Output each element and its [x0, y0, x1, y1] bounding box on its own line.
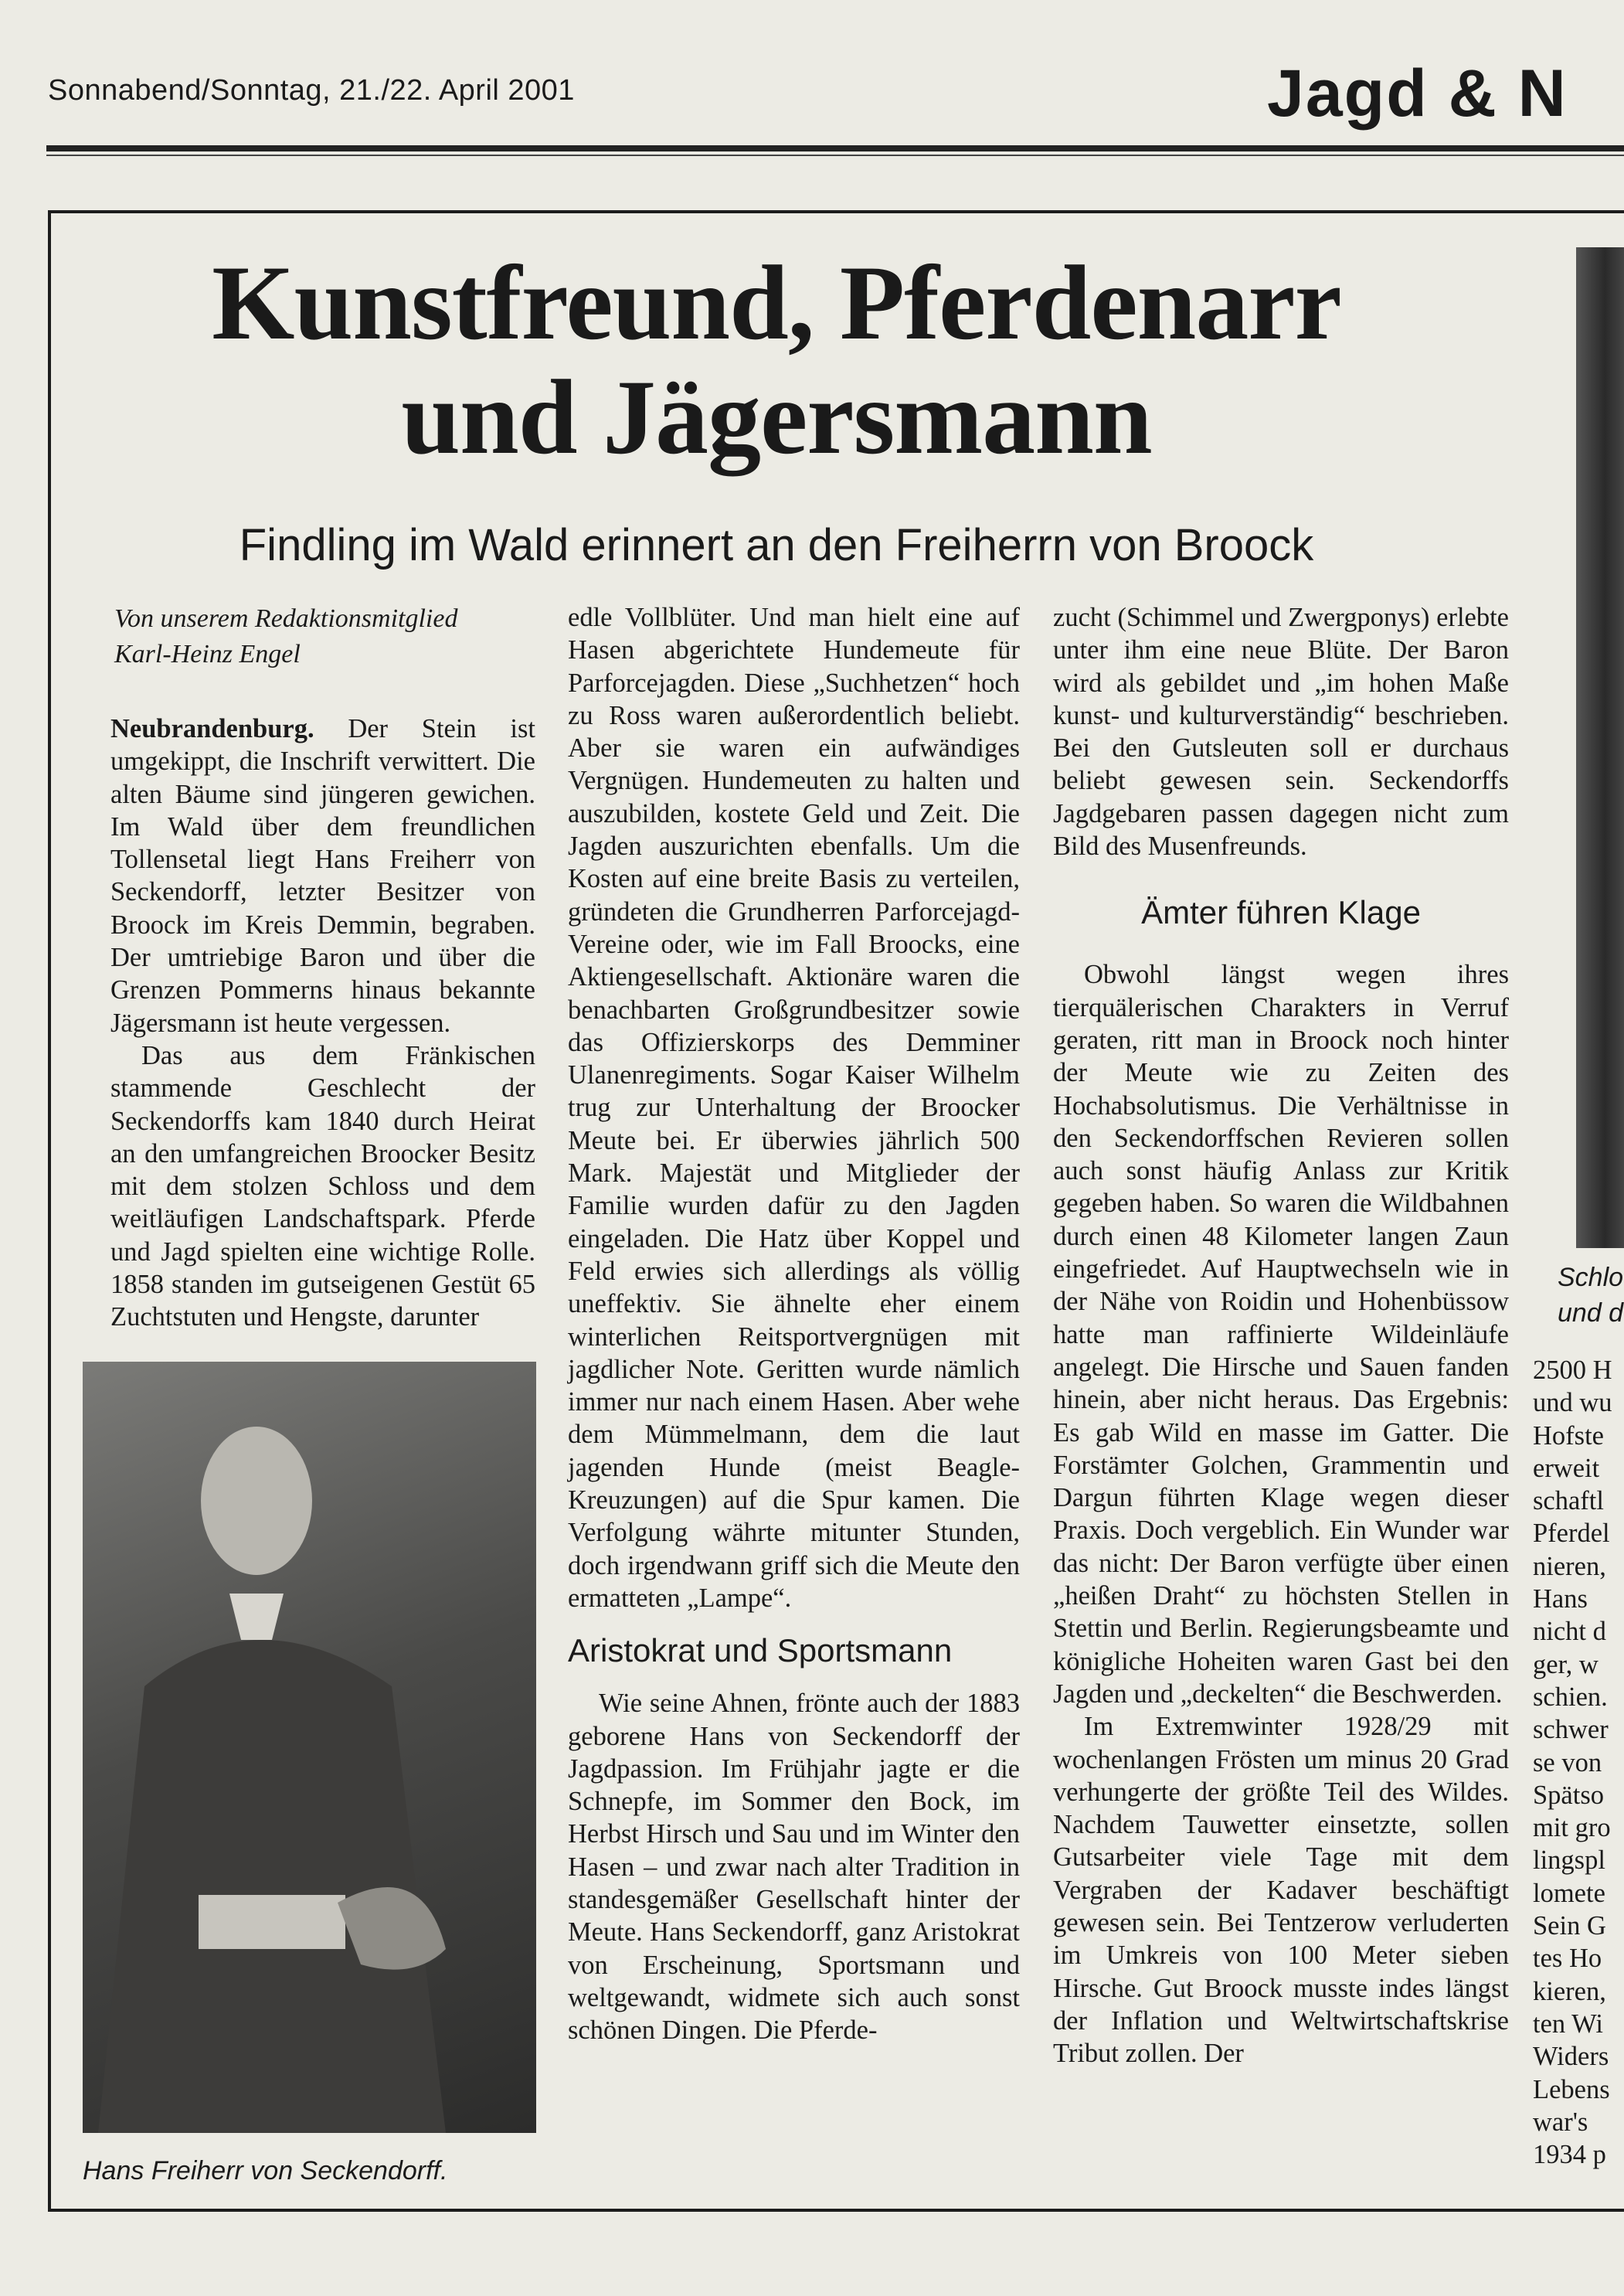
column-4-line: war's: [1533, 2107, 1588, 2137]
column-4-line: schien.: [1533, 1682, 1608, 1712]
castle-photo-caption: [1558, 1260, 1624, 1331]
section-title: Jagd & N: [1267, 56, 1568, 131]
column-4-line: nicht d: [1533, 1617, 1606, 1647]
column-4-line: Hofste: [1533, 1420, 1604, 1451]
headline: [54, 243, 1499, 476]
column-4-line: mit gro: [1533, 1813, 1611, 1843]
column-4-line: Spätso: [1533, 1780, 1605, 1810]
column-4-line: 2500 H: [1533, 1355, 1612, 1385]
column-4-line: Lebens: [1533, 2074, 1610, 2104]
paragraph: Das aus dem Fränkischen stammende Geschlecht der Seckendorffs kam 1840 durch Heirat an den umfangreichen Broocker Besitz mit dem stolzen Schloss und dem weitläufigen Landschaftspark. Pferde und Jagd spielten eine wichtige Rolle. 1858 standen im gutseigenen Gestüt 65 Zuchtstuten und Hengste, darunter: [110, 1040, 535, 1332]
byline: [114, 601, 547, 672]
column-4-line: und wu: [1533, 1388, 1612, 1418]
column-4-line: lingspl: [1533, 1845, 1605, 1876]
column-4-line: se von: [1533, 1747, 1602, 1777]
header-rule-thin: [46, 155, 1624, 156]
paragraph: edle Vollblüter. Und man hielt eine auf Hasen abgerichtete Hundemeute für Parforcejagden. Diese „Suchhetzen“ hoch zu Ross waren außerordentlich beliebt. Aber sie waren ein aufwändiges Vergnügen. Hundemeuten zu halten und auszubilden, kostete Geld und Zeit. Die Jagden auszurichten ebenfalls. Um die Kosten auf eine breite Basis zu verteilen, gründeten die Grundherren Parforcejagd-Vereine oder, wie im Fall Broocks, eine Aktiengesellschaft. Aktionäre waren die benachbarten Großgrundbesitzer sowie das Offizierskorps des Demminer Ulanenregiments. Sogar Kaiser Wilhelm trug zur Unterhaltung der Broocker Meute bei. Er überwies jährlich 500 Mark. Majestät und Mitglieder der Familie wurden dafür zu den Jagden eingeladen. Die Hatz über Koppel und Feld erwies sich allerdings als völlig uneffektiv. Sie ähnelte eher einem winterlichen Reitsportvergnügen mit jagdlicher Note. Geritten wurde nämlich immer nur nach einem Hasen. Aber wehe dem Mümmelmann, dem die laut jagenden Hunde (meist Beagle-Kreuzungen) auf die Spur kamen. Die Verfolgung währte mitunter Stunden, doch irgendwann griff sich die Meute den ermatteten „Lampe“.: [568, 603, 1020, 1613]
column-4-line: 1934 p: [1533, 2140, 1606, 2170]
portrait-photo: [83, 1362, 536, 2133]
castle-photo-edge: [1576, 247, 1624, 1248]
column-4-line: erweit: [1533, 1453, 1600, 1483]
column-4-line: Pferdel: [1533, 1519, 1610, 1549]
column-4-cut: [1533, 1354, 1624, 2171]
section-subheading: Ämter führen Klage: [1141, 894, 1421, 931]
headline-line-1: Kunstfreund, Pferdenarr: [212, 243, 1341, 362]
caption-line: und d: [1558, 1298, 1624, 1328]
column-4-line: Hans: [1533, 1584, 1588, 1614]
column-4-line: ten Wi: [1533, 2009, 1603, 2039]
column-4-line: ger, w: [1533, 1649, 1599, 1679]
caption-line: Schlo: [1558, 1263, 1624, 1292]
subheadline: Findling im Wald erinnert an den Freiherrn von Broock: [239, 520, 1314, 570]
paragraph: zucht (Schimmel und Zwergponys) erlebte unter ihm eine neue Blüte. Der Baron wird als gebildet und „im hohen Maße kunst- und kulturverständig“ beschrieben. Bei den Gutsleuten soll er durchaus beliebt gewesen sein. Seckendorffs Jagdgebaren passen dagegen nicht zum Bild des Musenfreunds.: [1053, 603, 1509, 862]
headline-line-2: und Jägersmann: [401, 358, 1152, 476]
column-4-line: lomete: [1533, 1878, 1605, 1908]
column-4-line: Widers: [1533, 2042, 1609, 2072]
column-4-line: nieren,: [1533, 1551, 1606, 1581]
byline-author: Karl-Heinz Engel: [114, 640, 301, 668]
header-rule: [46, 145, 1624, 151]
column-2: [568, 601, 1020, 2046]
column-4-line: tes Ho: [1533, 1944, 1602, 1974]
column-1: [110, 713, 535, 1334]
byline-line-1: Von unserem Redaktionsmitglied: [114, 604, 458, 633]
column-4-line: schaftl: [1533, 1486, 1604, 1516]
section-subheading: Aristokrat und Sportsmann: [568, 1632, 953, 1669]
portrait-illustration: [83, 1362, 536, 2133]
dateline: Sonnabend/Sonntag, 21./22. April 2001: [48, 74, 575, 107]
paragraph: Wie seine Ahnen, frönte auch der 1883 geborene Hans von Seckendorff der Jagdpassion. Im Frühjahr jagte er die Schnepfe, im Sommer den Bock, im Herbst Hirsch und Sau und im Winter den Hasen – und zwar nach alter Tradition in standesgemäßer Gesellschaft hinter der Meute. Hans Seckendorff, ganz Aristokrat von Erscheinung, Sportsmann und weltgewandt, widmete sich auch sonst schönen Dingen. Die Pferde-: [568, 1689, 1020, 2046]
paragraph: Obwohl längst wegen ihres tierquälerischen Charakters in Verruf geraten, ritt man in Broock noch hinter der Meute wie zu Zeiten des Hochabsolutismus. Die Verhältnisse in den Seckendorffschen Revieren sollen auch sonst häufig Anlass zur Kritik gegeben haben. So waren die Wildbahnen durch einen 48 Kilometer langen Zaun eingefriedet. Auf Hauptwechseln wie in der Nähe von Roidin und Hohenbüssow hatte man raffinierte Wildeinläufe angelegt. Die Hirsche und Sauen fanden hinein, aber nicht heraus. Das Ergebnis: Es gab Wild en masse im Gatter. Die Forstämter Golchen, Grammentin und Dargun führten Klage wegen dieser Praxis. Doch vergeblich. Ein Wunder war das nicht: Der Baron verfügte über einen „heißen Draht“ zu höchsten Stellen in Stettin und Berlin. Regierungsbeamte und königliche Hoheiten waren Gast bei den Jagden und „deckelten“ die Beschwerden.: [1053, 960, 1509, 1709]
column-4-line: Sein G: [1533, 1911, 1606, 1941]
photo-caption: Hans Freiherr von Seckendorff.: [83, 2156, 448, 2185]
paragraph: Im Extremwinter 1928/29 mit wochenlangen Frösten um minus 20 Grad verhungerte der größte Teil des Wildes. Nachdem Tauwetter einsetzte, sollen Gutsarbeiter viele Tage mit dem Vergraben der Kadaver beschäftigt gewesen sein. Bei Tentzerow verluderten im Umkreis von 100 Meter sieben Hirsche. Gut Broock musste indes längst der Inflation und Weltwirtschaftskrise Tribut zollen. Der: [1053, 1712, 1509, 2069]
place-marker: Neubrandenburg.: [110, 714, 314, 743]
column-4-line: schwer: [1533, 1715, 1609, 1745]
column-4-line: kieren,: [1533, 1976, 1606, 2006]
paragraph: [110, 713, 535, 1039]
paragraph-text: Der Stein ist umgekippt, die Inschrift verwittert. Die alten Bäume sind jüngeren gewichen. Im Wald über dem freundlichen Tollensetal liegt Hans Freiherr von Seckendorff, letzter Besitzer von Broock im Kreis Demmin, begraben. Der umtriebige Baron und über die Grenzen Pommerns hinaus bekannte Jägersmann ist heute vergessen.: [110, 714, 535, 1038]
column-3: [1053, 601, 1509, 2070]
